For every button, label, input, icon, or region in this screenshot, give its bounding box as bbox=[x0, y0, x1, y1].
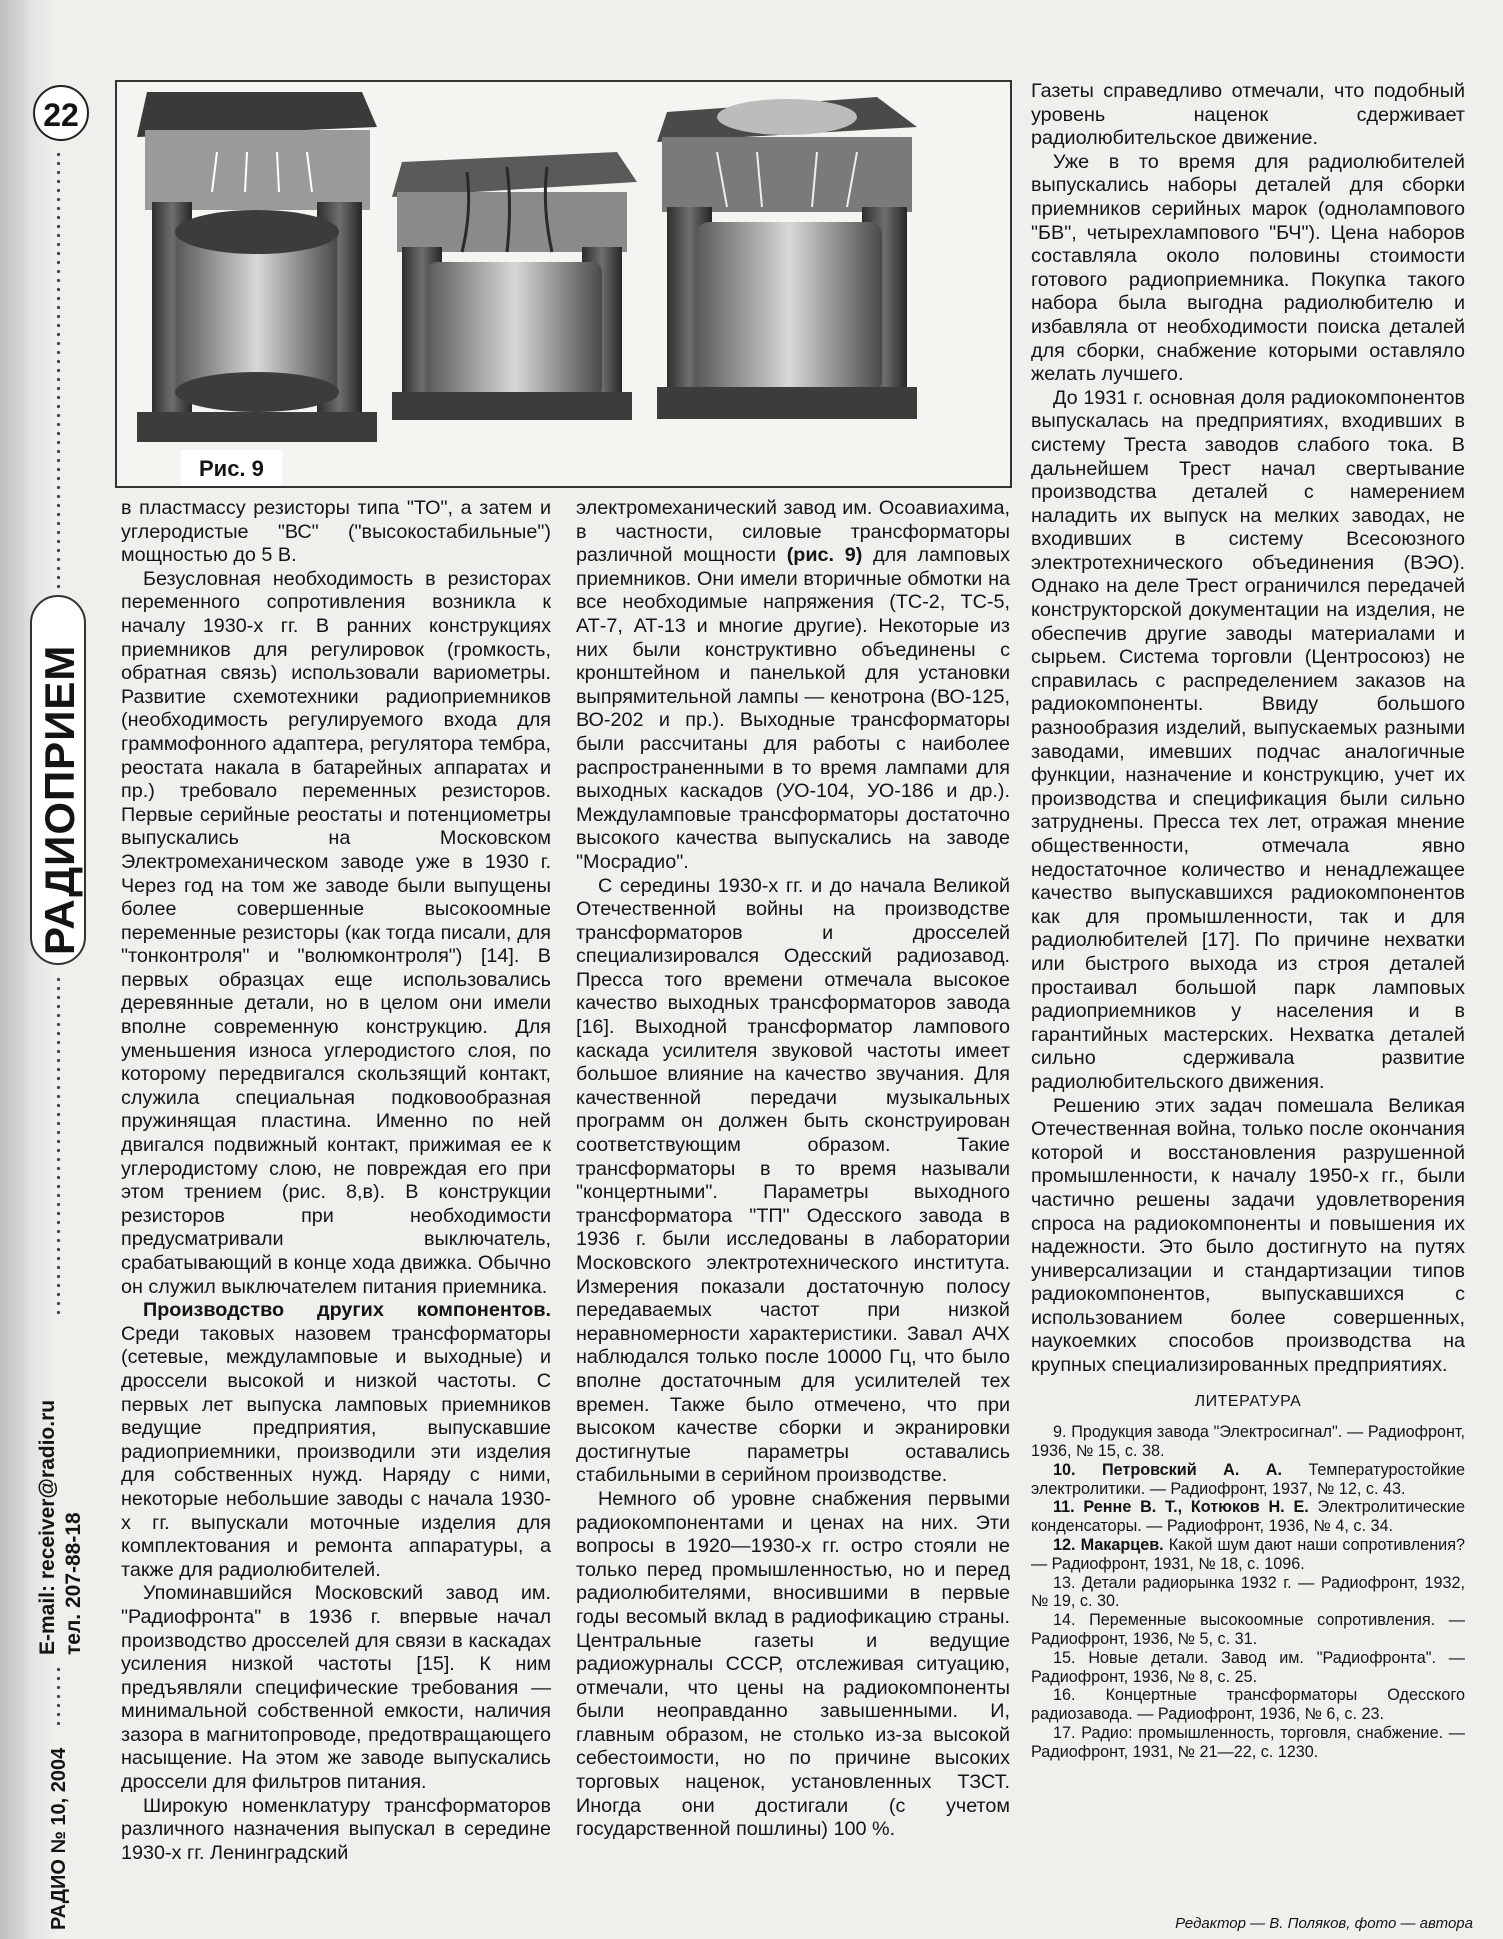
paragraph-text: для ламповых приемников. Они имели вторичные обмотки на все необходимые напряжения (ТС-2, ТС-5, АТ-7, АТ-13 и многие другие). Некоторые из них были конструктивно объединены с кронштейном и панелькой для установки выпрямительной лампы — кенотрона (ВО-125, ВО-202 и пр.). Выходные трансформаторы были рассчитаны для работы с наиболее распространенными в то время лампами для выходных каскадов (УО-104, УО-186 и др.). Междуламповые трансформаторы достаточно высокого качества выпускались на заводе "Мосрадио". bbox=[576, 544, 1010, 873]
paragraph bbox=[121, 1299, 551, 1582]
reference-text: 9. Продукция завода "Электросигнал". — Радиофронт, 1936, № 15, с. 38. bbox=[1031, 1423, 1465, 1461]
paragraph: С середины 1930-х гг. и до начала Великой Отечественной войны на производстве трансформаторов и дросселей специализировался Одесский радиозавод. Пресса того времени отмечала высокое качество выходных трансформаторов завода [16]. Выходной трансформатор лампового каскада усилителя звуковой частоты имеет большое влияние на качество звучания. Для качественной передачи музыкальных программ он должен быть сконструирован соответствующим образом. Такие трансформаторы в то время называли "концертными". Параметры выходного трансформатора "ТП" Одесского завода в 1936 г. были исследованы в лаборатории Московского электротехнического института. Измерения показали достаточную полосу передаваемых частот при низкой неравномерности характеристики. Завал АЧХ наблюдался только после 10000 Гц, что было вполне достаточным для усилителей тех времен. Также было отмечено, что при высоком качестве сборки и экранировки достигнутые параметры оставались стабильными в серийном производстве. bbox=[576, 874, 1010, 1487]
reference-item bbox=[1031, 1498, 1465, 1536]
figure-caption: Рис. 9 bbox=[181, 450, 282, 488]
section-subheading: Производство других компонентов. bbox=[143, 1299, 551, 1322]
paragraph: Уже в то время для радиолюбителей выпускались наборы деталей для сборки приемников серийных марок (однолампового "БВ", четырехлампового "БЧ"). Цена наборов составляла около половины стоимости готового радиоприемника. Покупка такого набора была выгодна радиолюбителю и избавляла от необходимости поиска деталей для сборки, снабжение которыми оставляло желать лучшего. bbox=[1031, 150, 1465, 386]
figure-reference: (рис. 9) bbox=[786, 544, 863, 567]
reference-item bbox=[1031, 1423, 1465, 1461]
dotted-divider bbox=[56, 975, 61, 1315]
reference-text: Температуростойкие электролитики. — Радиофронт, 1937, № 12, с. 43. bbox=[1031, 1460, 1465, 1498]
paragraph-text: Среди таковых назовем трансформаторы (сетевые, междуламповые и выходные) и дроссели высокой и низкой частоты. С первых лет выпуска ламповых приемников ведущие предприятия, выпускавшие радиоприемники, производили эти изделия для собственных нужд. Наряду с ними, некоторые небольшие заводы с начала 1930-х гг. выпускали моточные изделия для комплектования и ремонта аппаратуры, а также для радиолюбителей. bbox=[121, 1322, 551, 1581]
text-column-1 bbox=[121, 497, 551, 1865]
paragraph: Широкую номенклатуру трансформаторов различного назначения выпускал в середине 1930-х гг. Ленинградский bbox=[121, 1794, 551, 1864]
transformer-right bbox=[657, 97, 917, 419]
dotted-divider bbox=[56, 150, 61, 590]
reference-text: 15. Новые детали. Завод им. "Радиофронта". — Радиофронт, 1936, № 8, с. 25. bbox=[1031, 1648, 1465, 1686]
text-column-3 bbox=[1031, 80, 1465, 1762]
transformer-left bbox=[137, 92, 377, 442]
page-number: 22 bbox=[33, 85, 89, 141]
reference-item bbox=[1031, 1611, 1465, 1649]
reference-author: 11. Ренне В. Т., Котюков Н. Е. bbox=[1053, 1498, 1309, 1517]
reference-text: 13. Детали радиорынка 1932 г. — Радиофронт, 1932, № 19, с. 30. bbox=[1031, 1573, 1465, 1611]
reference-text: Электролитические конденсаторы. — Радиофронт, 1936, № 4, с. 34. bbox=[1031, 1498, 1465, 1536]
paragraph: Газеты справедливо отмечали, что подобный уровень наценок сдерживает радиолюбительское движение. bbox=[1031, 80, 1465, 150]
reference-item bbox=[1031, 1649, 1465, 1687]
paragraph: Немного об уровне снабжения первыми радиокомпонентами и ценах на них. Эти вопросы в 1920—1930-х гг. остро стояли не только перед промышленностью, но и перед радиолюбителями, вносившими в первые годы весомый вклад в радиофикацию страны. Центральные газеты и ведущие радиожурналы СССР, отслеживая ситуацию, отмечали, что цены на радиокомпоненты были неоправданно завышенными. И, главным образом, не столько из-за высокой себестоимости, но по причине высоких торговых наценок, установленных ТЗСТ. Иногда они достигали (с учетом государственной пошлины) 100 %. bbox=[576, 1487, 1010, 1841]
reference-list bbox=[1031, 1423, 1465, 1761]
reference-text: 16. Концертные трансформаторы Одесского радиозавода. — Радиофронт, 1936, № 6, с. 23. bbox=[1031, 1686, 1465, 1724]
transformer-middle bbox=[392, 152, 637, 420]
transformers-photo bbox=[117, 82, 1012, 488]
paragraph bbox=[576, 497, 1010, 875]
reference-item bbox=[1031, 1574, 1465, 1612]
reference-text: Какой шум дают наши сопротивления? — Радиофронт, 1931, № 18, с. 1096. bbox=[1031, 1536, 1465, 1573]
reference-author: 12. Макарцев. bbox=[1053, 1536, 1164, 1555]
editor-credit: Редактор — В. Поляков, фото — автора bbox=[1175, 1915, 1473, 1932]
issue-label: РАДИО № 10, 2004 bbox=[48, 1747, 70, 1930]
reference-item bbox=[1031, 1724, 1465, 1762]
paragraph: До 1931 г. основная доля радиокомпонентов выпускалась на предприятиях, входивших в систему Треста заводов слабого тока. В дальнейшем Трест начал свертывание производства деталей с намерением наладить их выпуск на мелких заводах, не входивших в систему Всесоюзного электротехнического объединения (ВЭО). Однако на деле Трест ограничился передачей конструкторской документации на изделия, не обеспечив другие заводы материалами и сырьем. Система торговли (Центросоюз) не справилась с распределением заказов на радиокомпоненты. Ввиду большого разнообразия изделий, выпускаемых разными заводами, имевших подчас аналогичные функции, назначение и конструкцию, учет их производства и спецификация были сильно затруднены. Пресса тех лет, отражая мнение общественности, отмечала явно недостаточное количество и ненадлежащее качество выпускавшихся радиокомпонентов как для промышленности, так и для радиолюбителей [17]. По причине нехватки или быстрого выхода из строя деталей простаивал большой парк ламповых радиоприемников у населения и в гарантийных мастерских. Нехватка деталей сильно сдерживала развитие радиолюбительского движения. bbox=[1031, 386, 1465, 1093]
paragraph: Решению этих задач помешала Великая Отечественная война, только после окончания которой и восстановления разрушенной промышленности, к началу 1950-х гг., были частично решены задачи удовлетворения спроса на радиокомпоненты и повышения их надежности. Это было достигнуто на путях универсализации и стандартизации типов радиокомпонентов, выпускавшихся с использованием более совершенных, наукоемких способов производства на крупных специализированных предприятиях. bbox=[1031, 1094, 1465, 1377]
reference-text: 14. Переменные высокоомные сопротивления. — Радиофронт, 1936, № 5, с. 31. bbox=[1031, 1611, 1465, 1649]
reference-item bbox=[1031, 1536, 1465, 1574]
reference-item bbox=[1031, 1686, 1465, 1724]
dotted-divider bbox=[56, 1665, 61, 1725]
paragraph: Безусловная необходимость в резисторах переменного сопротивления возникла к началу 1930-х гг. В ранних конструкциях приемников для регулировок (громкость, обратная связь) использовали вариометры. Развитие схемотехники радиоприемников (необходимость регулируемого входа для граммофонного адаптера, регулятора тембра, реостата накала в батарейных аппаратах и пр.) требовало переменных резисторов. Первые серийные реостаты и потенциометры выпускались на Московском Электромеханическом заводе уже в 1930 г. Через год на том же заводе были выпущены более совершенные высокоомные переменные резисторы (как тогда писали, для "тонконтроля" и "волюмконтроля") [14]. В первых образцах еще использовались деревянные детали, но в целом они имели вполне современную конструкцию. Для уменьшения износа углеродистого слоя, по которому передвигался скользящий контакт, служила специальная подковообразная пружинящая пластина. Именно по ней двигался подвижный контакт, прижимая ее к углеродистому слою, не повреждая его при этом трением (рис. 8,в). В конструкции резисторов при необходимости предусматривали выключатель, срабатывающий в конце хода движка. Обычно он служил выключателем питания приемника. bbox=[121, 567, 551, 1298]
paragraph: Упоминавшийся Московский завод им. "Радиофронта" в 1936 г. впервые начал производство дросселей для связи в каскадах усиления низкой частоты [15]. К ним предъявляли специфические требования — минимальной собственной емкости, наличия зазора в магнитопроводе, предотвращающего насыщение. На этом же заводе выпускались дроссели для фильтров питания. bbox=[121, 1582, 551, 1794]
paragraph: в пластмассу резисторы типа "ТО", а затем и углеродистые "ВС" ("высокостабильные") мощностью до 5 В. bbox=[121, 497, 551, 567]
contact-phone: тел. 207-88-18 bbox=[62, 1512, 85, 1655]
figure-9 bbox=[115, 80, 1012, 488]
reference-text: 17. Радио: промышленность, торговля, снабжение. — Радиофронт, 1931, № 21—22, с. 1230. bbox=[1031, 1724, 1465, 1761]
reference-author: 10. Петровский А. А. bbox=[1053, 1460, 1282, 1479]
section-label: РАДИОПРИЕМ bbox=[36, 644, 83, 955]
literature-heading: ЛИТЕРАТУРА bbox=[1194, 1392, 1302, 1410]
reference-item bbox=[1031, 1461, 1465, 1499]
contact-email: E-mail: receiver@radio.ru bbox=[36, 1399, 59, 1655]
paragraph-text: электромеханический завод им. Осоавиахима, в частности, силовые трансформаторы различной мощности bbox=[576, 497, 1010, 567]
text-column-2 bbox=[576, 497, 1010, 1842]
